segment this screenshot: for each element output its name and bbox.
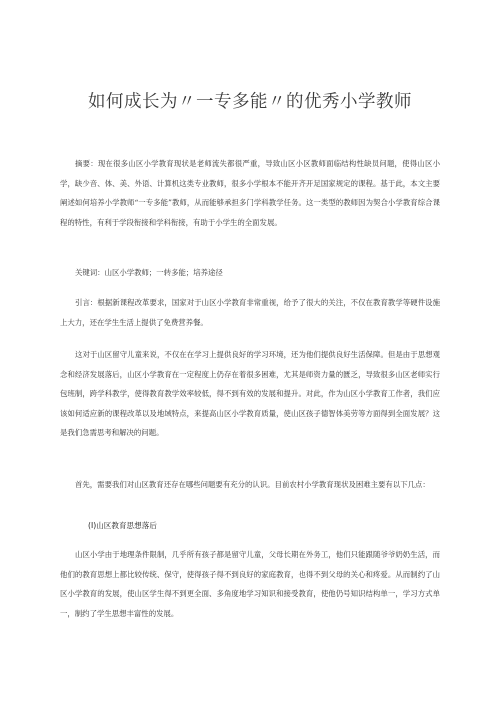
body-paragraph-2: 这对于山区留守儿童来说，不仅在在学习上提供良好的学习环境，还为他们提供良好生活保障。但是由于思想观念和经济发展落后，山区小学教育在一定程度上仍存在着很多困难，尤其是师资力量的匮乏，导致很多山区老师实行包班制，跨学科教学，使得教育教学效率较低，得不到有效的发展和提升。对此，作为山区小学教育工作者，我们应该如何适应新的课程改革以及地域特点，来提高山区小学教育质量，使山区孩子德智体美劳等方面得到全面发展？这是我们急需思考和解决的问题。: [60, 350, 440, 438]
introduction-paragraph: 引言：根据新课程改革要求，国家对于山区小学教育非常重视，给予了很大的关注，不仅在教育教学等硬件设施上大力，还在学生生活上提供了免费营养餐。: [60, 298, 440, 327]
abstract-paragraph: 摘要：现在很多山区小学教育现状是老师流失都很严重，导致山区小区教师面临结构性缺员问题，使得山区小学，缺少音、体、美、外语、计算机这类专业教师，很多小学根本不能开齐开足国家规定的课程。基于此，本文主要阐述如何培养小学教师“一专多能”教师，从而能够承担多门学科教学任务。这一类型的教师因为契合小学教育综合课程的特性，有利于学段衔接和学科衔接，有助于小学生的全面发展。: [60, 159, 440, 227]
keywords-line: 关键词：山区小学教师；一转多能；培养途径: [75, 268, 223, 277]
body-paragraph-4: 山区小学由于地理条件限制，几乎所有孩子都是留守儿童，父母长期在外务工，他们只能跟随爷爷奶奶生活，而他们的教育思想上都比较传统、保守，使得孩子得不到良好的家庭教育，也得不到父母的关心和疼爱。从而制约了山区小学教育的发展，使山区学生得不到更全面、多角度地学习知识和接受教育，使他仍号知识结构单一，学习方式单一，制约了学生思想丰富性的发展。: [60, 550, 440, 618]
section-heading-1: (I)山区教育思想落后: [88, 521, 157, 530]
paper-title: 如何成长为〃一专多能〃的优秀小学教师: [88, 92, 412, 112]
body-paragraph-3: 首先，需要我们对山区教育还存在哪些问题要有充分的认识。目前农村小学教育现状及困难主要有以下几点：: [75, 480, 430, 489]
